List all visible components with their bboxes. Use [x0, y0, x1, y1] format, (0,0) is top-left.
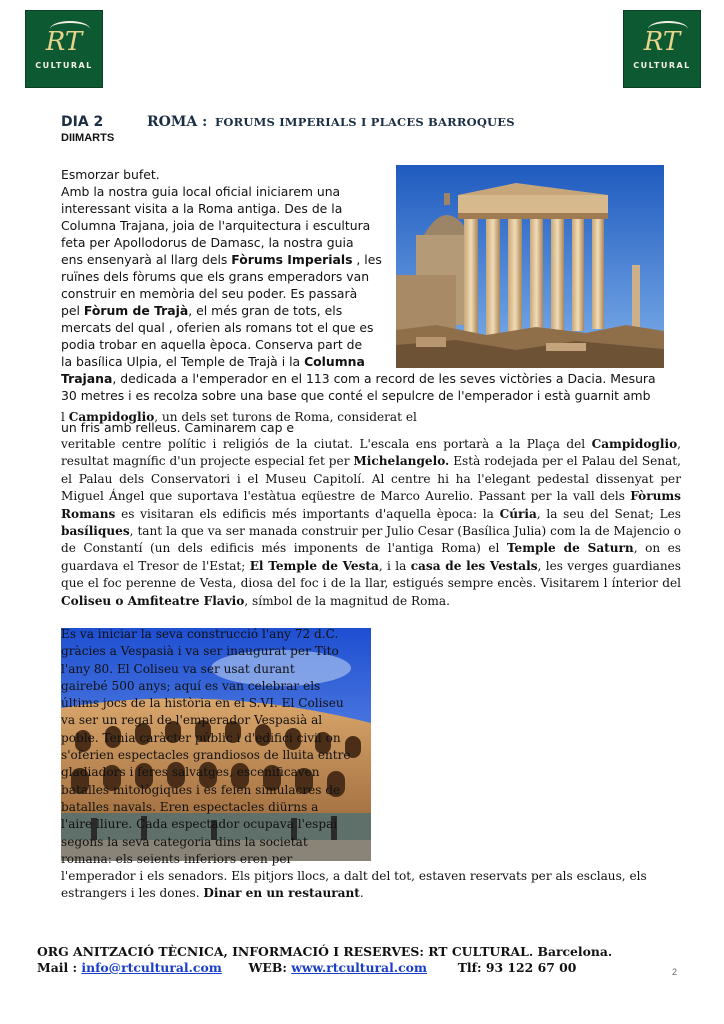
intro-text-run: podia trobar en aquella època. Conserva part de — [61, 337, 363, 352]
main-paragraph — [61, 436, 681, 610]
colosseum-text-line: gladiadors i feres salvatges, escenificaven — [61, 765, 320, 780]
intro-text-run: la basílica Ulpia, el Temple de Trajà i la — [61, 354, 305, 369]
paragraph-text-run: Està rodejada per el Palau del Senat, el Palau dels Conservatori i el Museu Capitolí. Al centre hi ha l'elegant pedestal dissenyat per Miguel Ángel que suportava l'estàtua eqüestre de Marco Aurelio. Passant per la vall dels — [61, 454, 681, 504]
paragraph-text-run: , on es guardava el Tresor de l'Estat; — [61, 541, 681, 573]
intro-line — [61, 336, 656, 353]
bold-paragraph-text-run: Cúria — [499, 506, 537, 521]
intro-line — [61, 319, 656, 336]
intro-text-run: feta per Apollodorus de Damasc, la nostra guia — [61, 235, 354, 250]
web-label: WEB: — [248, 960, 292, 975]
colosseum-text-line: l'any 80. El Coliseu va ser usat durant — [61, 661, 295, 676]
overlap-line-lower — [61, 419, 294, 436]
colosseum-text-line: poble. Tenia caràcter públic i d'edifici civil on — [61, 730, 341, 745]
logo-mark: RT — [46, 29, 82, 55]
intro-text-run: Columna Trajana, joia de l'arquitectura i escultura — [61, 218, 371, 233]
closing-text-run: . — [359, 886, 364, 901]
intro-line — [61, 285, 656, 302]
intro-line — [61, 302, 656, 319]
paragraph-text-run: es visitaran els edificis més importants d'aquella època: la — [115, 506, 500, 521]
colosseum-text-line: últims jocs de la història en el S.VI. El Coliseu — [61, 696, 344, 711]
colosseum-text-line: romana: els seients inferiors eren per — [61, 851, 293, 866]
colosseum-text-line: s'oferien espectacles grandiosos de lluita entre — [61, 748, 351, 763]
intro-line — [61, 370, 656, 387]
phone: Tlf: 93 122 67 00 — [457, 960, 577, 975]
closing-text — [61, 868, 681, 903]
intro-text-run: interessant visita a la Roma antiga. Des de la — [61, 201, 343, 216]
footer-organization: ORG ANITZACIÓ TÈCNICA, INFORMACIÓ I RESERVES: RT CULTURAL. Barcelona. — [37, 944, 613, 959]
bold-paragraph-text-run: casa de les Vestals — [410, 558, 538, 573]
paragraph-text-run: , les verges guardianes que el foc perenne de Vesta, diosa del foc i de la llar, estigués sempre encès. Visitarem l ínterior del — [61, 558, 682, 591]
colosseum-text-line: l'aire lliure. Cada espectador ocupava l'espai — [61, 817, 338, 832]
bold-intro-text-run: Fòrum de Trajà — [83, 303, 189, 318]
bold-paragraph-text-run: Coliseu o Amfiteatre Flavio — [61, 593, 245, 608]
overlap-text-run: , un dels set turons de Roma, considerat el — [154, 410, 417, 424]
bold-paragraph-text-run: Temple de Saturn — [506, 541, 634, 556]
intro-text-run: Esmorzar bufet. — [61, 167, 160, 182]
web-link[interactable]: www.rtcultural.com — [291, 960, 428, 975]
colosseum-text — [61, 626, 351, 868]
logo-mark: RT — [644, 29, 680, 55]
intro-text-run: ens ensenyarà al llarg dels — [61, 252, 232, 267]
intro-text-run: , dedicada a l'emperador en el 113 com a record de les seves victòries a Dacia. Mesura — [112, 371, 656, 386]
email-link[interactable]: info@rtcultural.com — [81, 960, 222, 975]
rt-cultural-logo-right — [623, 10, 701, 88]
weekday: DIIMARTS — [61, 132, 115, 144]
intro-line — [61, 251, 656, 268]
intro-line — [61, 217, 656, 234]
colosseum-text-line: batalles mitològiques i es feien simulacres de — [61, 782, 341, 797]
logo-word: CULTURAL — [35, 60, 93, 70]
colosseum-text-line: gairebé 500 anys; aquí es van celebrar els — [61, 678, 321, 693]
intro-line — [61, 268, 656, 285]
intro-text-run: , el més gran de tots, els — [188, 303, 343, 318]
bold-intro-text-run: Trajana — [61, 371, 113, 386]
colosseum-text-line: Es va iniciar la seva construcció l'any 72 d.C. — [61, 627, 339, 641]
colosseum-text-line: gràcies a Vespasià i va ser inaugurat per Tito — [61, 644, 339, 659]
bold-closing-text-run: Dinar en un restaurant — [203, 886, 360, 901]
intro-line — [61, 353, 656, 370]
rt-cultural-logo-left — [25, 10, 103, 88]
paragraph-text-run: , i la — [378, 558, 411, 573]
colosseum-text-line: batalles navals. Eren espectacles diürns a — [61, 799, 319, 814]
bold-overlap-text-run: Campidoglio — [68, 410, 155, 424]
bold-intro-text-run: Fòrums Imperials — [231, 252, 353, 267]
day-topic: FORUMS IMPERIALS I PLACES BARROQUES — [215, 115, 515, 129]
logo-word: CULTURAL — [633, 60, 691, 70]
overlap-text-run: l — [61, 410, 69, 424]
intro-text-run: Amb la nostra guia local oficial iniciarem una — [61, 184, 341, 199]
paragraph-text-run: , tant la que va ser manada construir per Julio Cesar (Basílica Julia) com la de Majencio o de Constantí (un dels edificis més imponents de l'antiga Roma) el — [61, 524, 681, 556]
closing-text-run: l'emperador i els senadors. Els pitjors llocs, a dalt del tot, estaven reservats per als esclaus, els estrangers i les dones. — [61, 869, 647, 901]
intro-line — [61, 234, 656, 251]
intro-text-run: , les — [352, 252, 382, 267]
bold-paragraph-text-run: Campidoglio — [591, 437, 678, 451]
intro-text-run: 30 metres i es recolza sobre una base que conté el sepulcre de l'emperador i està guarnit amb — [61, 388, 651, 403]
intro-text-run: pel — [61, 303, 84, 318]
day-title: DIA 2 — [61, 114, 104, 130]
intro-line — [61, 387, 656, 404]
paragraph-text-run: , la seu del Senat; Les — [536, 506, 681, 521]
overlap-text-run: un fris amb relleus. Caminarem cap e — [61, 420, 295, 435]
bold-paragraph-text-run: Fòrums Romans — [61, 489, 681, 521]
bold-paragraph-text-run: basíliques — [61, 524, 130, 539]
page-number: 2 — [672, 967, 678, 977]
overlap-lower-line — [61, 419, 294, 436]
intro-line — [61, 183, 656, 200]
paragraph-text-run: veritable centre polític i religiós de la ciutat. L'escala ens portarà a la Plaça del — [61, 437, 592, 451]
intro-line — [61, 166, 656, 183]
colosseum-text-line: va ser un regal de l'emperador Vespasià al — [61, 713, 323, 728]
intro-text-run: construir en memòria del seu poder. Es passarà — [61, 286, 358, 301]
colosseum-text-line: segons la seva categoria dins la societat — [61, 834, 308, 849]
intro-text-run: ruïnes dels fòrums que els grans emperadors van — [61, 269, 370, 284]
footer-contact — [37, 960, 576, 975]
city-title: ROMA : — [147, 114, 208, 130]
mail-label: Mail : — [37, 960, 82, 975]
intro-text-run: mercats del qual , oferien als romans tot el que es — [61, 320, 374, 335]
paragraph-text-run: , símbol de la magnitud de Roma. — [244, 593, 450, 608]
intro-text — [61, 166, 656, 404]
bold-paragraph-text-run: Michelangelo. — [353, 454, 450, 469]
bold-paragraph-text-run: El Temple de Vesta — [249, 558, 379, 573]
intro-line — [61, 200, 656, 217]
paragraph-text-run: , resultat magnífic d'un projecte especial fet per — [61, 437, 681, 469]
bold-intro-text-run: Columna — [304, 354, 365, 369]
